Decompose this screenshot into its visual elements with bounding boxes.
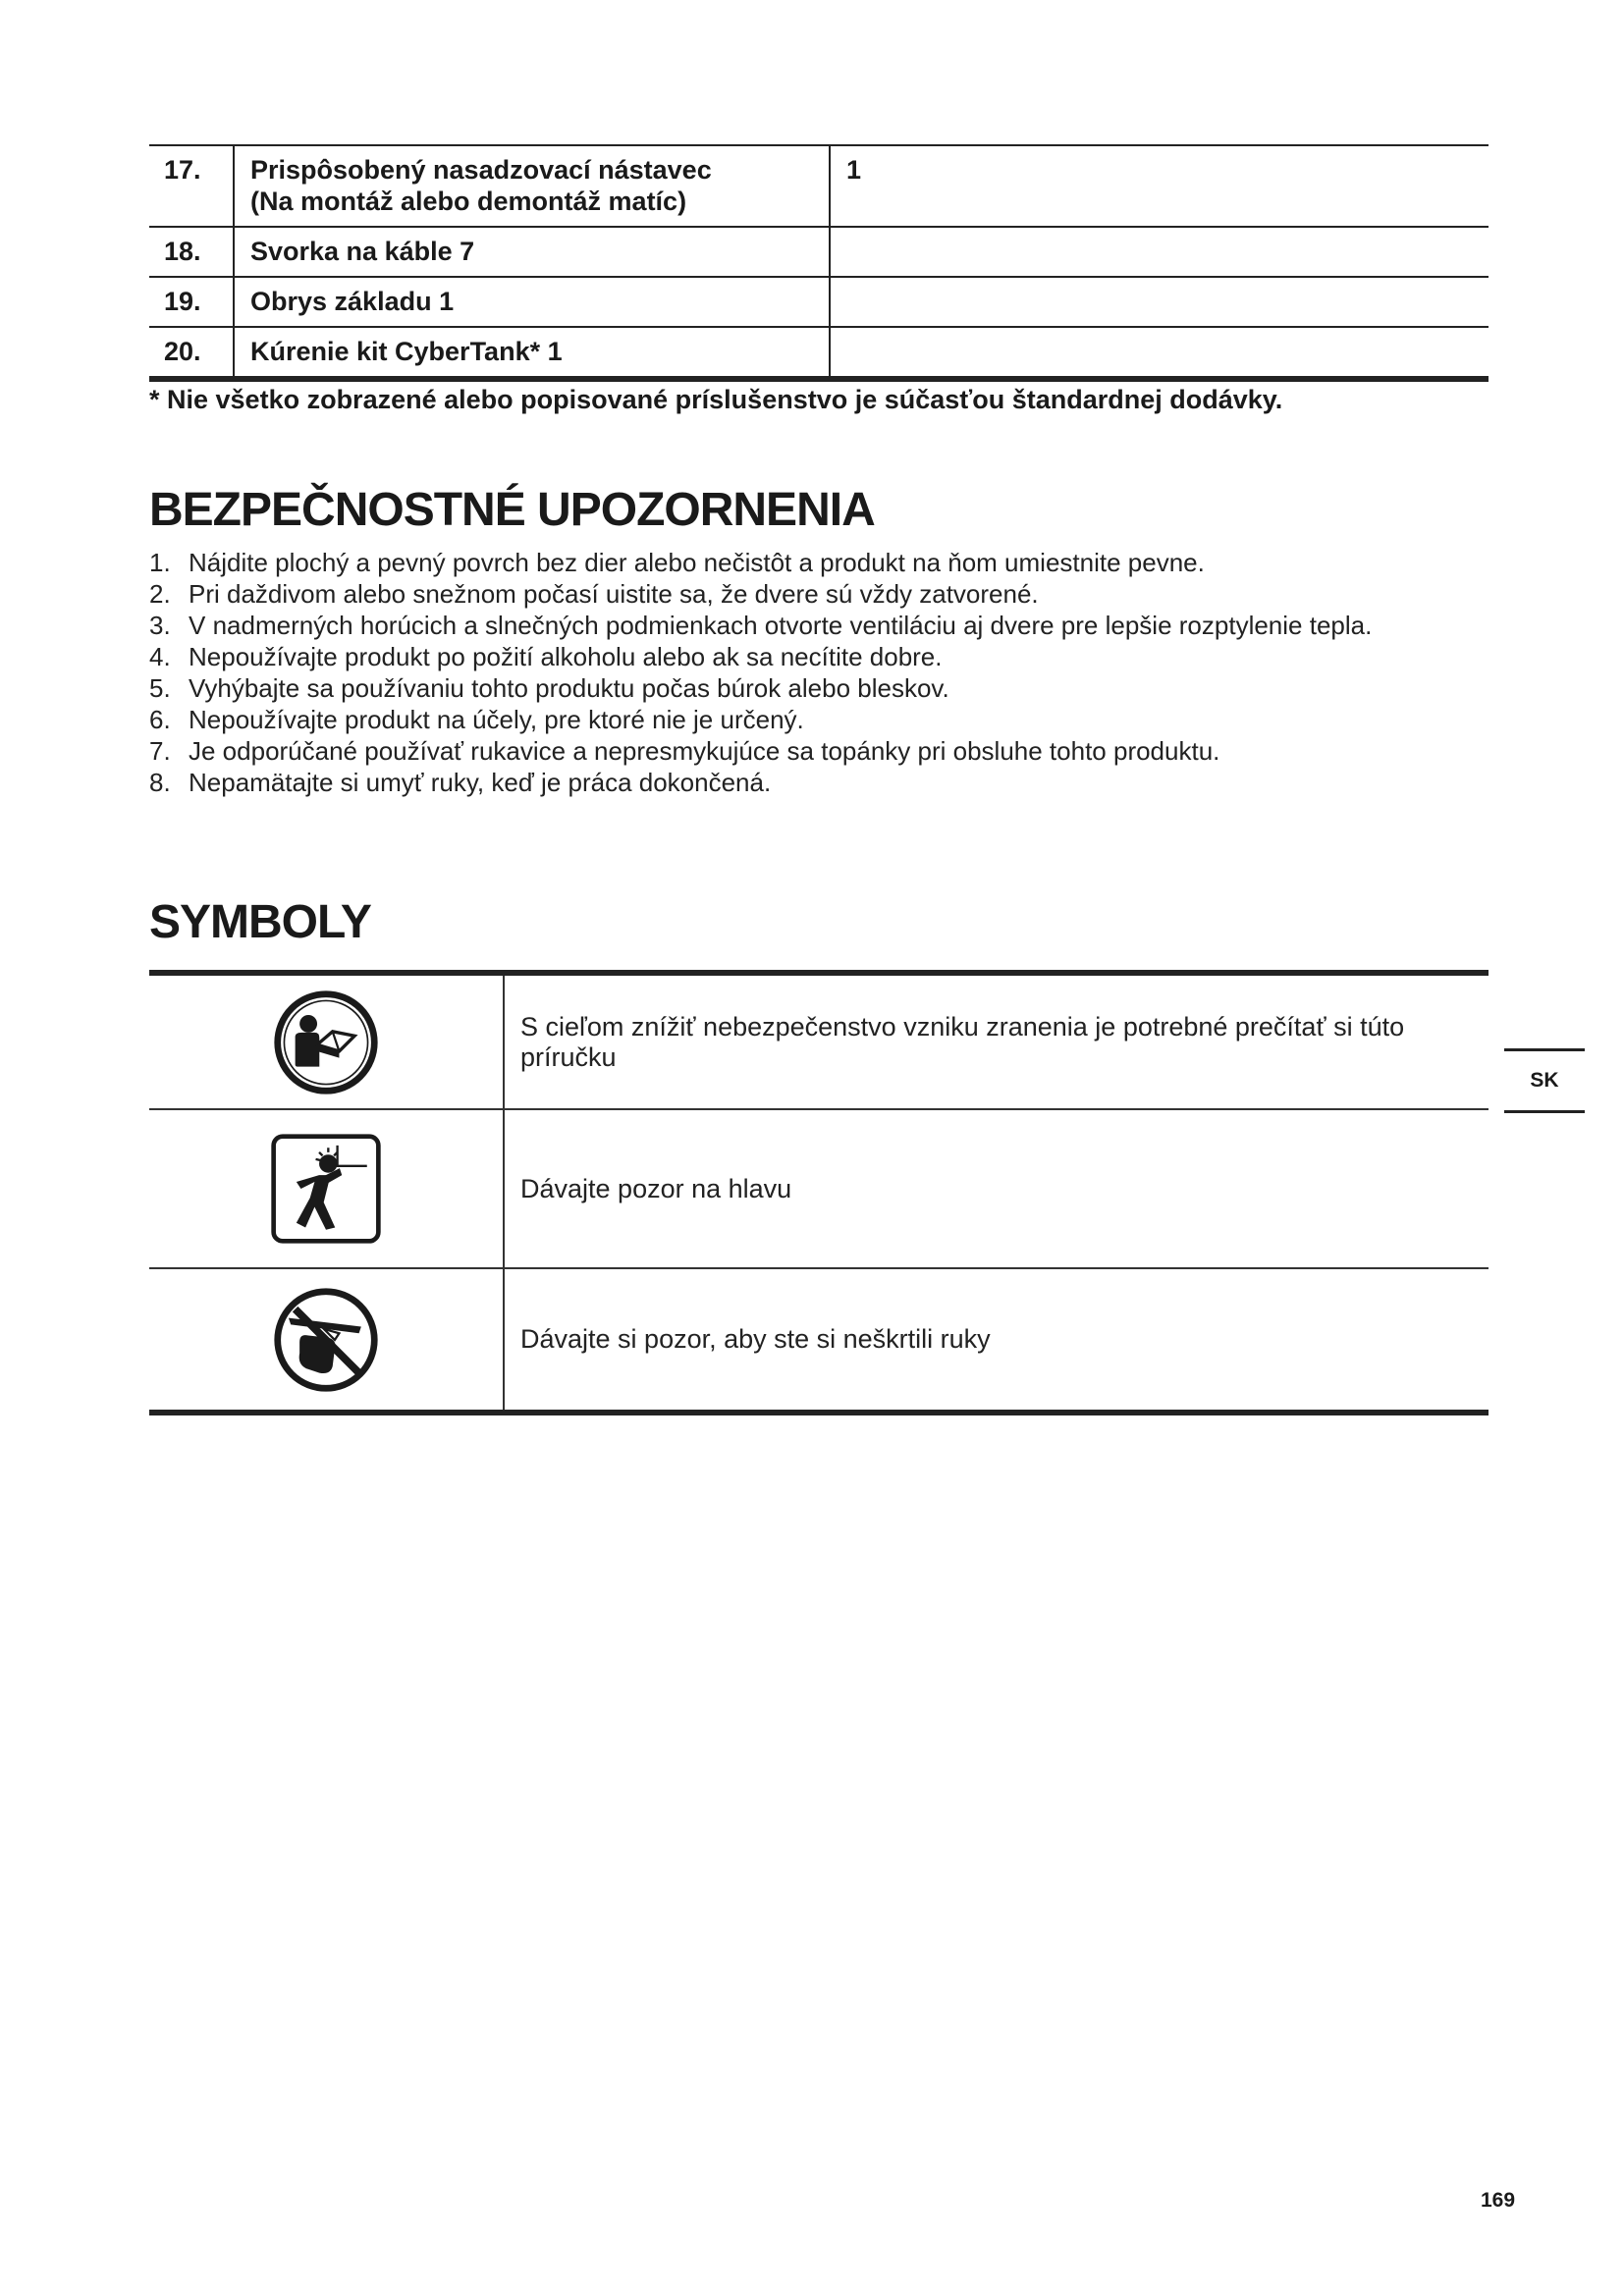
- item-number: 6.: [149, 705, 171, 734]
- part-name: Obrys základu 1: [234, 277, 830, 327]
- safety-list: [149, 548, 1455, 799]
- language-tab: SK: [1504, 1048, 1585, 1113]
- table-row: [149, 1268, 1489, 1413]
- list-item: [149, 579, 1455, 610]
- parts-table: [149, 144, 1489, 382]
- item-text: Je odporúčané používať rukavice a nepresmykujúce sa topánky pri obsluhe tohto produktu.: [189, 736, 1220, 766]
- symbols-table: [149, 970, 1489, 1415]
- item-number: 7.: [149, 736, 171, 766]
- part-number: 18.: [149, 227, 234, 277]
- part-number: 20.: [149, 327, 234, 379]
- list-item: [149, 548, 1455, 578]
- item-number: 5.: [149, 673, 171, 703]
- list-item: [149, 768, 1455, 798]
- item-text: Pri daždivom alebo snežnom počasí uistite sa, že dvere sú vždy zatvorené.: [189, 579, 1039, 609]
- symbols-heading: SYMBOLY: [149, 896, 371, 948]
- pinch-hazard-icon: [271, 1285, 381, 1395]
- list-item: [149, 611, 1455, 641]
- table-row: [149, 327, 1489, 379]
- safety-heading: BEZPEČNOSTNÉ UPOZORNENIA: [149, 484, 875, 536]
- symbol-description: S cieľom znížiť nebezpečenstvo vzniku zranenia je potrebné prečítať si túto príručku: [520, 1011, 1405, 1072]
- list-item: [149, 705, 1455, 735]
- symbol-cell: [149, 973, 504, 1109]
- table-row: [149, 145, 1489, 227]
- page-number: 169: [1481, 2189, 1516, 2212]
- symbol-cell: [149, 1268, 504, 1413]
- item-text: Nájdite plochý a pevný povrch bez dier alebo nečistôt a produkt na ňom umiestnite pevne.: [189, 548, 1205, 577]
- part-qty: 1: [830, 145, 1489, 227]
- part-name: [234, 145, 830, 227]
- part-number: 17.: [149, 145, 234, 227]
- symbol-cell: [149, 1109, 504, 1268]
- part-name-line: Prispôsobený nasadzovací nástavec: [250, 155, 712, 185]
- item-text: V nadmerných horúcich a slnečných podmienkach otvorte ventiláciu aj dvere pre lepšie rozptylenie tepla.: [189, 611, 1373, 640]
- read-manual-icon: [271, 988, 381, 1097]
- head-hazard-icon: [269, 1132, 383, 1246]
- list-item: [149, 736, 1455, 767]
- part-qty: [830, 277, 1489, 327]
- item-number: 4.: [149, 642, 171, 671]
- part-name-line: (Na montáž alebo demontáž matíc): [250, 187, 687, 216]
- item-number: 3.: [149, 611, 171, 640]
- part-number: 19.: [149, 277, 234, 327]
- table-row: [149, 1109, 1489, 1268]
- list-item: [149, 673, 1455, 704]
- symbol-description: Dávajte pozor na hlavu: [504, 1109, 1489, 1268]
- item-text: Nepoužívajte produkt po požití alkoholu alebo ak sa necítite dobre.: [189, 642, 943, 671]
- item-number: 2.: [149, 579, 171, 609]
- part-name: Kúrenie kit CyberTank* 1: [234, 327, 830, 379]
- accessories-note: * Nie všetko zobrazené alebo popisované príslušenstvo je súčasťou štandardnej dodávky.: [149, 385, 1283, 414]
- table-row: [149, 973, 1489, 1109]
- part-qty: [830, 227, 1489, 277]
- item-text: Nepamätajte si umyť ruky, keď je práca dokončená.: [189, 768, 772, 797]
- item-text: Nepoužívajte produkt na účely, pre ktoré nie je určený.: [189, 705, 804, 734]
- table-row: [149, 227, 1489, 277]
- item-number: 8.: [149, 768, 171, 797]
- item-text: Vyhýbajte sa používaniu tohto produktu počas búrok alebo bleskov.: [189, 673, 949, 703]
- part-name: Svorka na káble 7: [234, 227, 830, 277]
- part-qty: [830, 327, 1489, 379]
- item-number: 1.: [149, 548, 171, 577]
- table-row: [149, 277, 1489, 327]
- symbol-description: Dávajte si pozor, aby ste si neškrtili ruky: [504, 1268, 1489, 1413]
- list-item: [149, 642, 1455, 672]
